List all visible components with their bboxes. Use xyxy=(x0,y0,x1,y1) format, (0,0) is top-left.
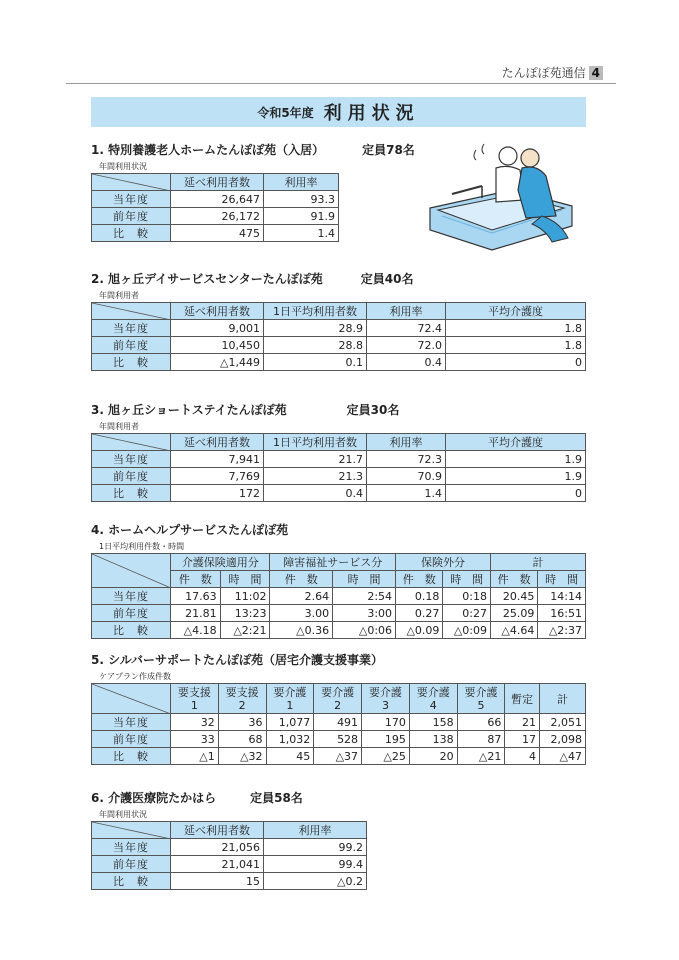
section-5-title: 5. シルバーサポートたんぽぽ苑（居宅介護支援事業） xyxy=(91,653,383,667)
table-row: 比 較 △4.18 △2:21 △0.36 △0:06 △0.09 △0:09 △4.64 △2:37 xyxy=(92,622,586,639)
section-5 xyxy=(91,651,586,765)
col-header: 延べ利用者数 xyxy=(171,303,264,320)
group-header: 介護保険適用分 xyxy=(171,554,270,571)
table-row: 当年度 26,647 93.3 xyxy=(92,191,339,208)
col-header: 要支援 1 xyxy=(171,684,219,714)
section-3-capacity: 定員30名 xyxy=(346,403,400,417)
table-row: 比 較 172 0.4 1.4 0 xyxy=(92,485,586,502)
newsletter-name: たんぽぽ苑通信 xyxy=(501,66,586,80)
col-header: 要介護 4 xyxy=(409,684,457,714)
col-header: 時 間 xyxy=(220,571,270,588)
col-header: 利用率 xyxy=(264,822,367,839)
table-row: 比 較 475 1.4 xyxy=(92,225,339,242)
section-1-subtitle: 年間利用状況 xyxy=(99,162,147,171)
section-1-table xyxy=(91,173,339,242)
page-title: 利用状況 xyxy=(323,103,420,124)
section-1-title: 1. 特別養護老人ホームたんぽぽ苑（入居） xyxy=(91,143,325,157)
col-header: 時 間 xyxy=(333,571,396,588)
table-row: 当年度 21,056 99.2 xyxy=(92,839,367,856)
section-6-subtitle: 年間利用状況 xyxy=(99,810,147,819)
col-header: 要支援 2 xyxy=(218,684,266,714)
group-header: 保険外分 xyxy=(396,554,491,571)
col-header: 平均介護度 xyxy=(446,303,586,320)
section-3-subtitle: 年間利用者 xyxy=(99,422,139,431)
col-header: 延べ利用者数 xyxy=(171,822,264,839)
section-2 xyxy=(91,270,586,371)
col-header: 要介護 2 xyxy=(314,684,362,714)
corner-cell xyxy=(92,174,171,191)
col-header: 1日平均利用者数 xyxy=(264,434,367,451)
corner-cell xyxy=(92,303,171,320)
section-3 xyxy=(91,401,586,502)
corner-cell xyxy=(92,822,171,839)
section-5-table xyxy=(91,683,586,765)
section-2-subtitle: 年間利用者 xyxy=(99,291,139,300)
table-row: 比 較 15 △0.2 xyxy=(92,873,367,890)
col-header: 1日平均利用者数 xyxy=(264,303,367,320)
section-4-title: 4. ホームヘルプサービスたんぽぽ苑 xyxy=(91,523,289,537)
section-2-title: 2. 旭ヶ丘デイサービスセンターたんぽぽ苑 xyxy=(91,272,323,286)
table-row: 前年度 21,041 99.4 xyxy=(92,856,367,873)
col-header: 暫定 xyxy=(505,684,540,714)
newsletter-header xyxy=(502,64,603,81)
section-1-capacity: 定員78名 xyxy=(362,143,415,157)
header-divider xyxy=(66,83,616,84)
col-header: 要介護 1 xyxy=(266,684,314,714)
col-header: 件 数 xyxy=(396,571,443,588)
col-header: 件 数 xyxy=(171,571,221,588)
table-row: 前年度 33 68 1,032 528 195 138 87 17 2,098 xyxy=(92,731,586,748)
page-title-bar xyxy=(91,97,586,127)
table-row: 当年度 7,941 21.7 72.3 1.9 xyxy=(92,451,586,468)
table-row: 当年度 32 36 1,077 491 170 158 66 21 2,051 xyxy=(92,714,586,731)
col-header: 要介護 3 xyxy=(362,684,410,714)
page-number: 4 xyxy=(589,66,603,80)
table-row: 前年度 10,450 28.8 72.0 1.8 xyxy=(92,337,586,354)
col-header: 利用率 xyxy=(367,303,446,320)
section-4-table xyxy=(91,553,586,639)
section-3-title: 3. 旭ヶ丘ショートステイたんぽぽ苑 xyxy=(91,403,287,417)
table-row: 当年度 17.63 11:02 2.64 2:54 0.18 0:18 20.45 14:14 xyxy=(92,588,586,605)
title-year: 令和5年度 xyxy=(257,105,314,120)
section-3-table xyxy=(91,433,586,502)
section-5-subtitle: ケアプラン作成件数 xyxy=(99,672,171,681)
table-row: 比 較 △1 △32 45 △37 △25 20 △21 4 △47 xyxy=(92,748,586,765)
section-4 xyxy=(91,521,586,639)
section-2-capacity: 定員40名 xyxy=(360,272,414,286)
section-4-subtitle: 1日平均利用件数・時間 xyxy=(99,542,185,551)
table-row: 前年度 7,769 21.3 70.9 1.9 xyxy=(92,468,586,485)
table-row: 当年度 9,001 28.9 72.4 1.8 xyxy=(92,320,586,337)
col-header: 利用率 xyxy=(367,434,446,451)
bathing-care-icon xyxy=(422,138,578,253)
section-2-table xyxy=(91,302,586,371)
corner-cell xyxy=(92,684,171,714)
corner-cell xyxy=(92,554,171,588)
table-row: 前年度 21.81 13:23 3.00 3:00 0.27 0:27 25.09 16:51 xyxy=(92,605,586,622)
section-6-table xyxy=(91,821,367,890)
table-row: 前年度 26,172 91.9 xyxy=(92,208,339,225)
col-header: 延べ利用者数 xyxy=(171,174,264,191)
section-6-capacity: 定員58名 xyxy=(250,791,303,805)
table-row: 比 較 △1,449 0.1 0.4 0 xyxy=(92,354,586,371)
section-6-title: 6. 介護医療院たかはら xyxy=(91,791,217,805)
col-header: 平均介護度 xyxy=(446,434,586,451)
col-header: 延べ利用者数 xyxy=(171,434,264,451)
group-header: 計 xyxy=(490,554,585,571)
col-header: 時 間 xyxy=(443,571,491,588)
col-header: 利用率 xyxy=(264,174,339,191)
section-1 xyxy=(91,141,415,242)
group-header: 障害福祉サービス分 xyxy=(270,554,396,571)
col-header: 件 数 xyxy=(490,571,537,588)
section-6 xyxy=(91,789,367,890)
col-header: 要介護 5 xyxy=(457,684,505,714)
col-header: 時 間 xyxy=(538,571,586,588)
col-header: 件 数 xyxy=(270,571,333,588)
col-header: 計 xyxy=(539,684,585,714)
corner-cell xyxy=(92,434,171,451)
